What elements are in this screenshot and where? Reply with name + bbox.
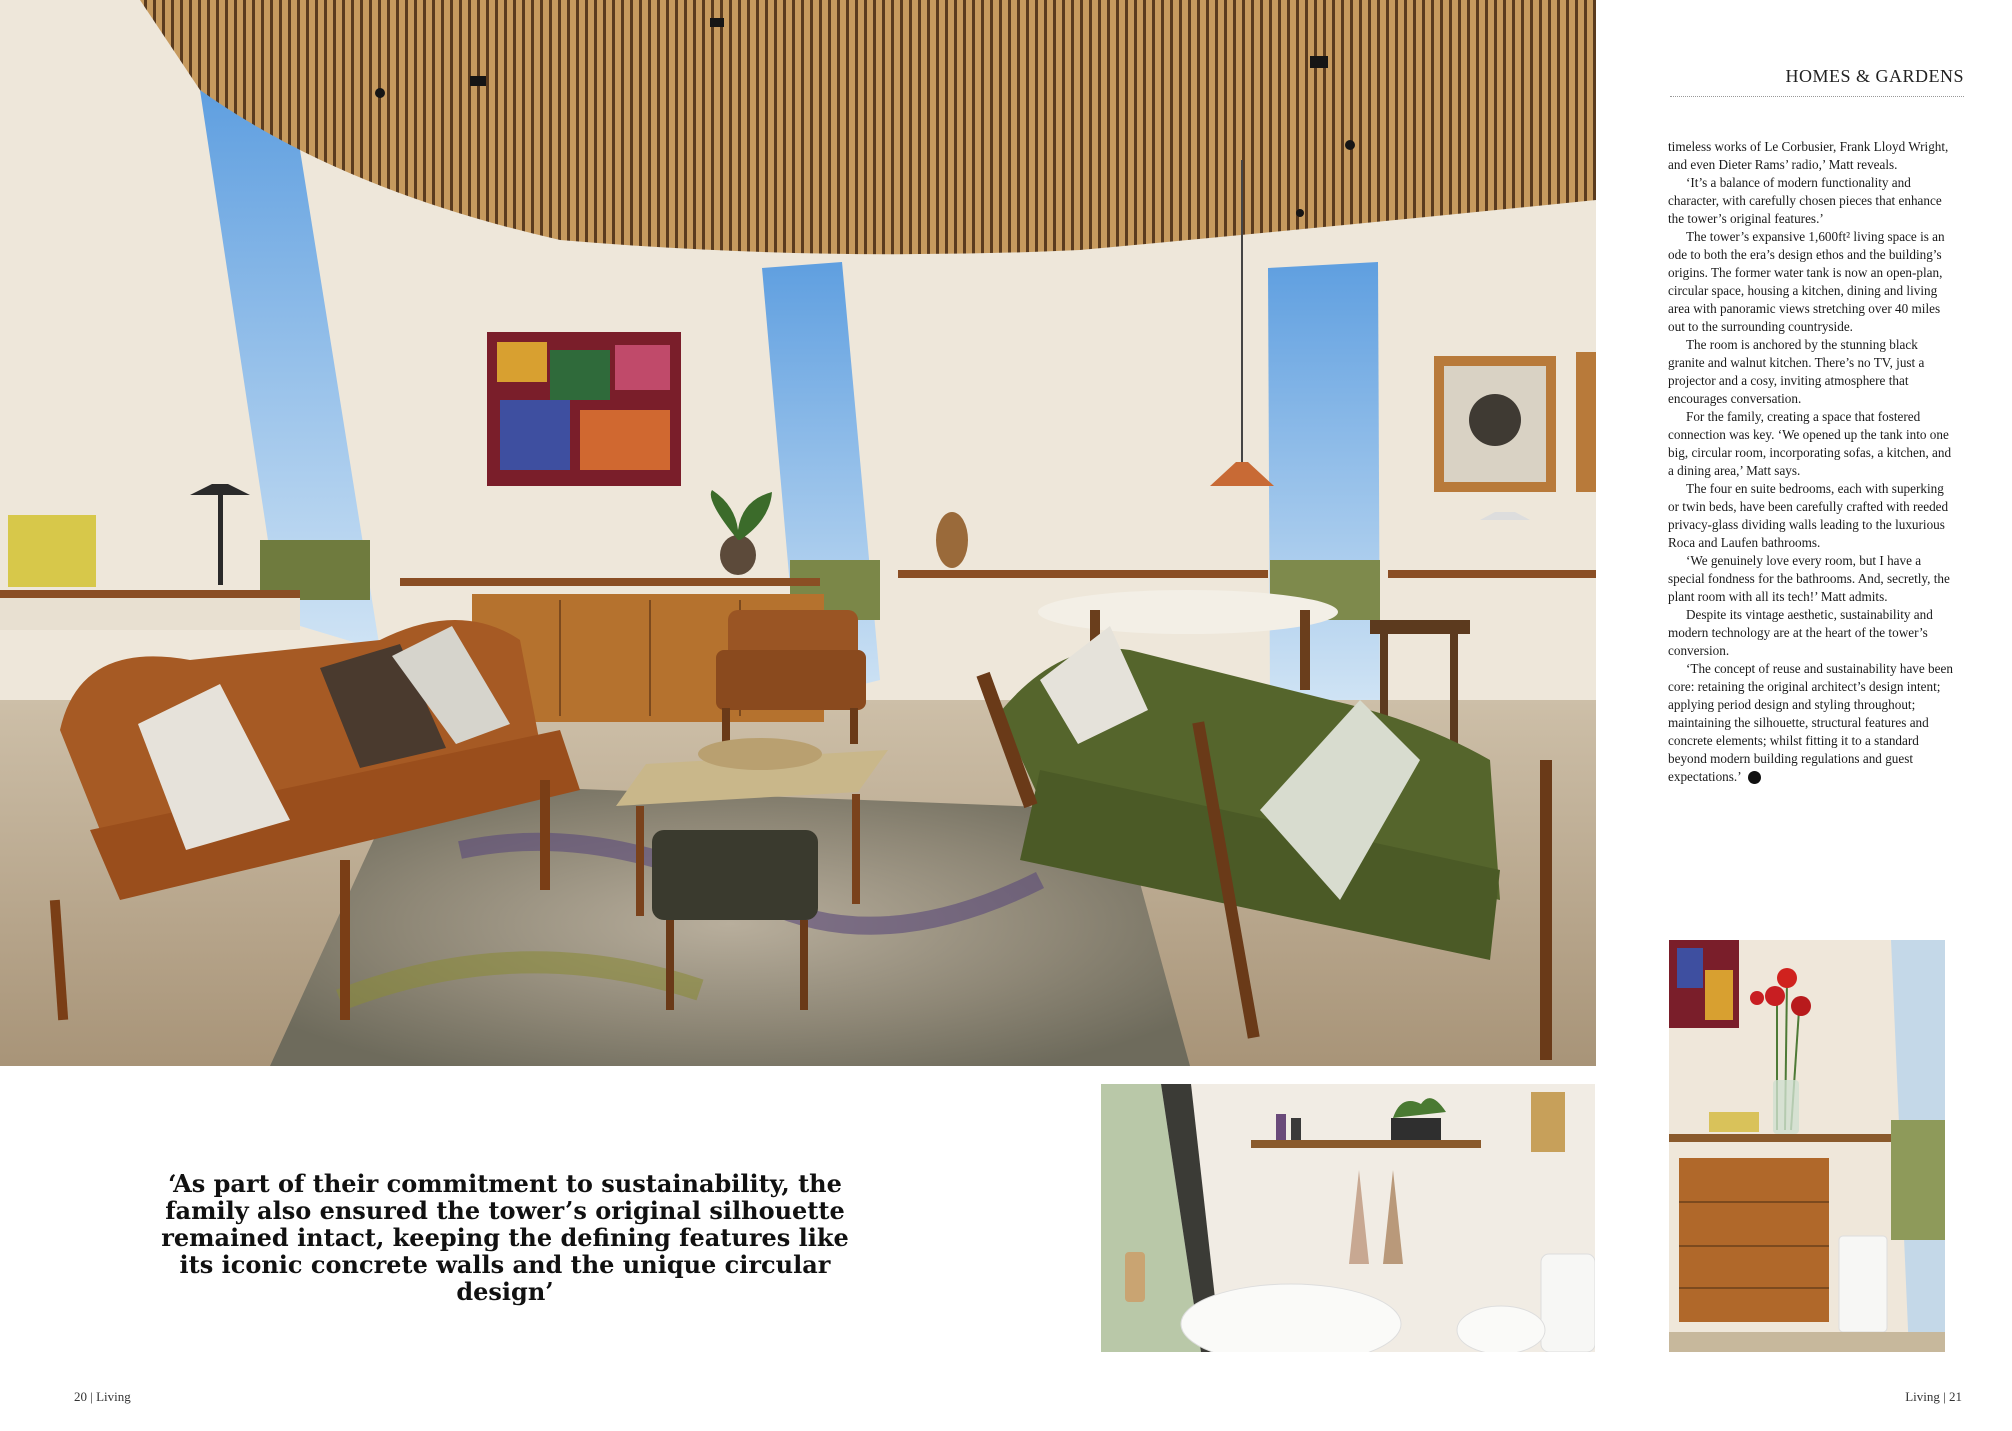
article-paragraph: Despite its vintage aesthetic, sustainability and modern technology are at the heart of the tower’s conversion. [1668, 607, 1933, 658]
window-right [1268, 262, 1380, 700]
section-label: HOMES & GARDENS [1785, 66, 1964, 86]
article-body [1668, 138, 1953, 786]
wall-tapestry [487, 332, 681, 486]
page-number-right: Living | 21 [1905, 1389, 1962, 1404]
page-number-left: 20 | Living [74, 1389, 131, 1404]
article-paragraph-text: ‘The concept of reuse and sustainability have been core: retaining the original architect’s design intent; applying period design and styling throughout; maintaining the silhouette, structural features and concrete elements; whilst fitting it to a standard beyond modern building regulations and guest expectations.’ [1668, 661, 1953, 784]
leather-ottoman [652, 830, 818, 920]
article-paragraph: ‘It’s a balance of modern functionality and character, with carefully chosen pieces that enhance the tower’s original features.’ [1668, 175, 1942, 226]
article-paragraph: timeless works of Le Corbusier, Frank Lloyd Wright, and even Dieter Rams’ radio,’ Matt reveals. [1668, 139, 1949, 172]
bathroom-photo [1101, 1084, 1595, 1352]
arrow-right-circle-icon: ➜ [1748, 771, 1761, 784]
article-paragraph: The room is anchored by the stunning black granite and walnut kitchen. There’s no TV, just a projector and a cosy, inviting atmosphere that encourages conversation. [1668, 337, 1925, 406]
pull-quote: ‘As part of their commitment to sustainability, the family also ensured the tower’s original silhouette remained intact, keeping the defining features like its iconic concrete walls and the unique circular design’ [161, 1169, 849, 1306]
article-paragraph: ‘We genuinely love every room, but I have a special fondness for the bathrooms. And, secretly, the plant room with all its tech!’ Matt admits. [1668, 553, 1950, 604]
article-paragraph: The tower’s expansive 1,600ft² living space is an ode to both the era’s design ethos and the building’s origins. The former water tank is now an open-plan, circular space, housing a kitchen, dining and living area with panoramic views stretching over 40 miles out to the surrounding countryside. [1668, 229, 1945, 334]
article-paragraph: For the family, creating a space that fostered connection was key. ‘We opened up the tank into one big, circular room, incorporating sofas, a kitchen, and a dining area,’ Matt says. [1668, 409, 1952, 478]
sideboard-flowers-photo [1669, 940, 1945, 1352]
article-paragraph-last [1668, 660, 1953, 786]
article-paragraph: The four en suite bedrooms, each with superking or twin beds, have been carefully crafted with reeded privacy-glass dividing walls leading to the luxurious Roca and Laufen bathrooms. [1668, 481, 1949, 550]
section-divider [1670, 96, 1964, 97]
